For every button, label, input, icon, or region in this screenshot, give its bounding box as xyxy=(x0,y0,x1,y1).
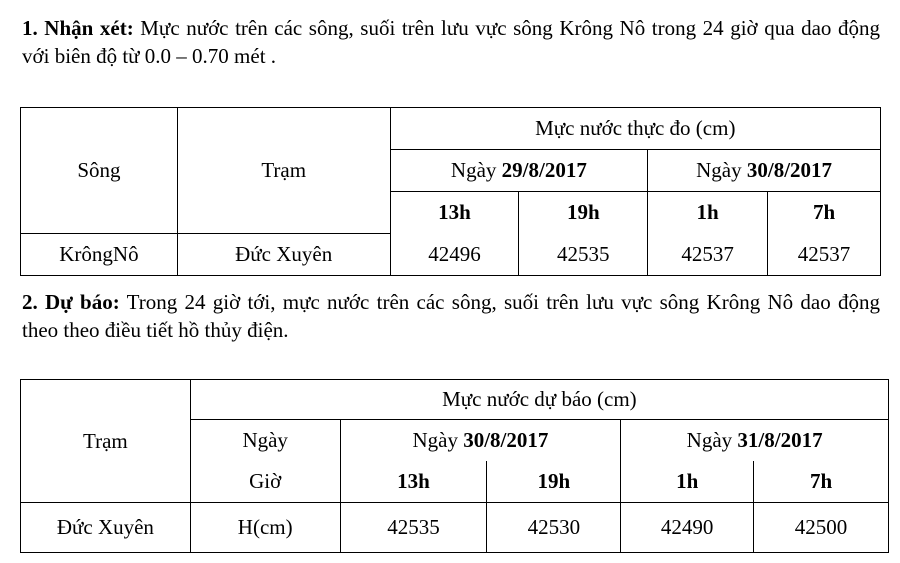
cell-value-3: 42537 xyxy=(648,234,768,276)
header-ngay-label: Ngày xyxy=(190,420,340,461)
header-hour-3: 1h xyxy=(621,461,754,503)
observation-paragraph xyxy=(22,14,880,70)
header-measured-level: Mực nước thực đo (cm) xyxy=(390,108,880,150)
header-gio-label: Giờ xyxy=(190,461,340,503)
cell-song: KrôngNô xyxy=(21,234,178,276)
cell-value-4: 42500 xyxy=(754,503,889,553)
observation-heading: 1. Nhận xét: xyxy=(22,16,134,40)
header-hour-4: 7h xyxy=(754,461,889,503)
cell-value-2: 42535 xyxy=(519,234,648,276)
header-tram: Trạm xyxy=(177,108,390,234)
cell-value-4: 42537 xyxy=(768,234,881,276)
forecast-text: Trong 24 giờ tới, mực nước trên các sông, suối trên lưu vực sông Krông Nô dao động theo theo điều tiết hồ thủy điện. xyxy=(22,290,880,342)
header-date-2: Ngày 31/8/2017 xyxy=(621,420,889,461)
cell-value-1: 42496 xyxy=(390,234,519,276)
cell-tram: Đức Xuyên xyxy=(21,503,191,553)
measured-water-level-table xyxy=(20,107,881,276)
forecast-paragraph xyxy=(22,288,880,344)
table-row xyxy=(21,234,881,276)
forecast-water-level-table xyxy=(20,379,889,553)
forecast-heading: 2. Dự báo: xyxy=(22,290,120,314)
header-forecast-level: Mực nước dự báo (cm) xyxy=(190,380,888,420)
header-date-1: Ngày 29/8/2017 xyxy=(390,150,648,192)
observation-text: Mực nước trên các sông, suối trên lưu vực sông Krông Nô trong 24 giờ qua dao động với biên độ từ 0.0 – 0.70 mét . xyxy=(22,16,880,68)
header-hour-1: 13h xyxy=(390,192,519,234)
cell-value-3: 42490 xyxy=(621,503,754,553)
header-song: Sông xyxy=(21,108,178,234)
header-hour-1: 13h xyxy=(340,461,487,503)
cell-value-2: 42530 xyxy=(487,503,621,553)
header-tram: Trạm xyxy=(21,380,191,503)
cell-tram: Đức Xuyên xyxy=(177,234,390,276)
cell-value-1: 42535 xyxy=(340,503,487,553)
header-hour-2: 19h xyxy=(487,461,621,503)
header-hour-3: 1h xyxy=(648,192,768,234)
table-row xyxy=(21,503,889,553)
header-date-1: Ngày 30/8/2017 xyxy=(340,420,621,461)
header-hour-2: 19h xyxy=(519,192,648,234)
cell-unit: H(cm) xyxy=(190,503,340,553)
header-hour-4: 7h xyxy=(768,192,881,234)
header-date-2: Ngày 30/8/2017 xyxy=(648,150,881,192)
